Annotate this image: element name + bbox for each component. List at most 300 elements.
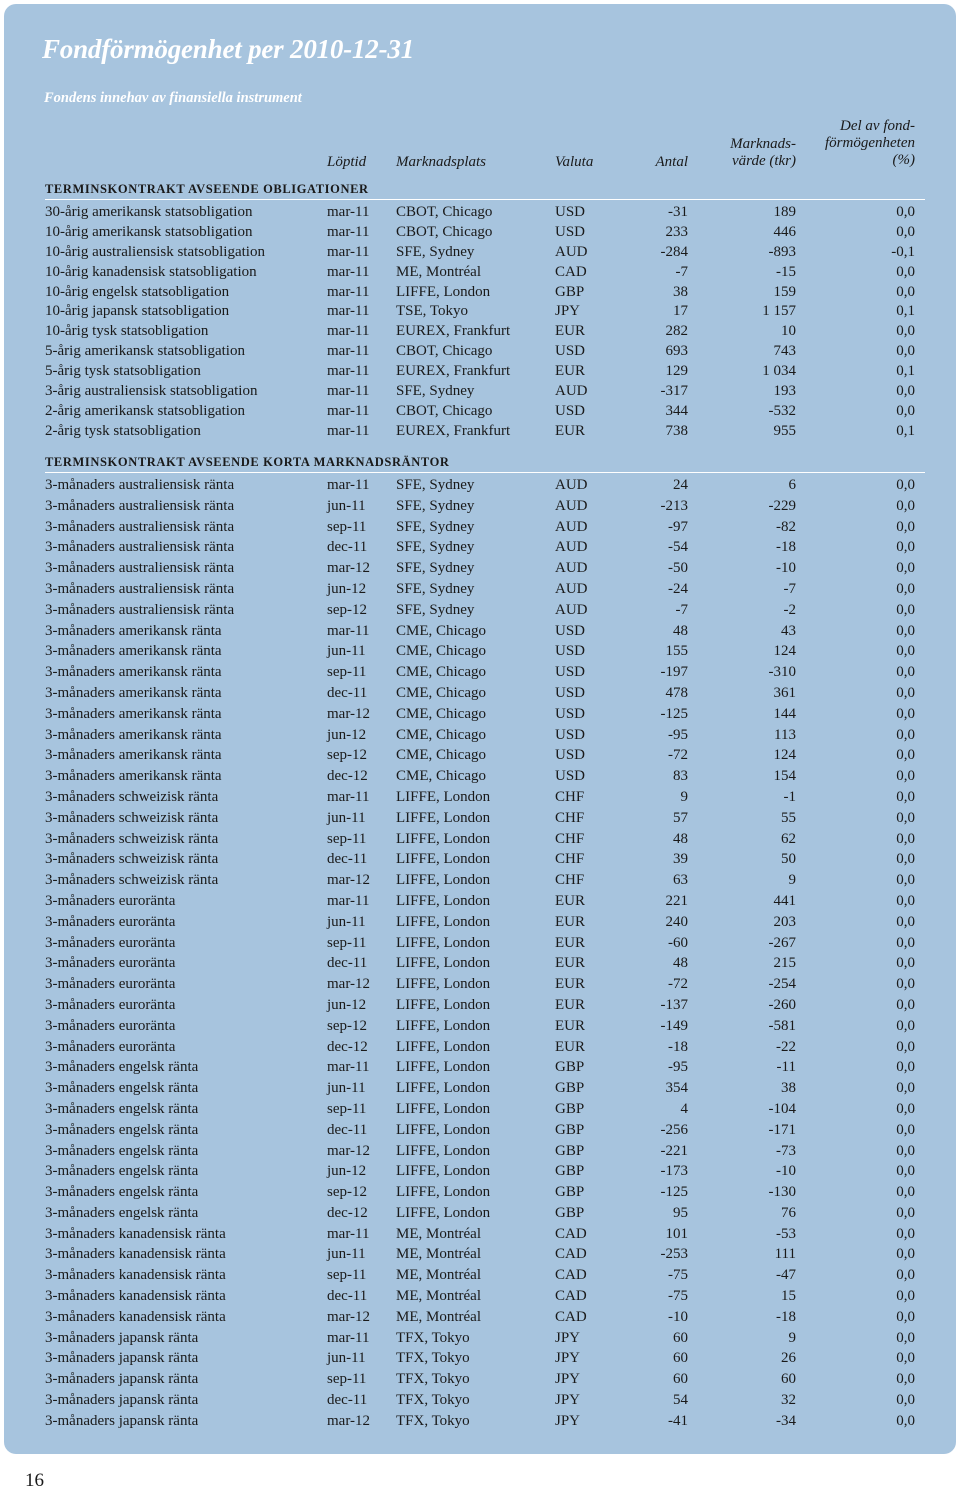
valuta-cell: CHF [555, 830, 585, 847]
table-row [0, 558, 960, 579]
antal-cell: -7 [675, 263, 688, 280]
instrument-name: 3-månaders engelsk ränta [45, 1121, 199, 1138]
loptid-cell: sep-12 [327, 747, 367, 764]
loptid-cell: dec-11 [327, 955, 368, 972]
marknadsplats-cell: ME, Montréal [396, 1308, 481, 1325]
table-row [0, 422, 960, 442]
instrument-name: 10-årig amerikansk statsobligation [45, 223, 253, 240]
marknadsvarde-cell: -11 [776, 1059, 796, 1076]
antal-cell: 60 [673, 1371, 688, 1388]
section-title-obligationer: TERMINSKONTRAKT AVSEENDE OBLIGATIONER [45, 182, 369, 196]
valuta-cell: EUR [555, 913, 585, 930]
page-title: Fondförmögenhet per 2010-12-31 [42, 34, 415, 64]
instrument-name: 2-årig amerikansk statsobligation [45, 402, 245, 419]
marknadsvarde-cell: 32 [781, 1392, 796, 1409]
marknadsplats-cell: EUREX, Frankfurt [396, 363, 511, 380]
antal-cell: -125 [660, 705, 688, 722]
andel-cell: 0,1 [896, 363, 915, 380]
marknadsvarde-cell: 1 157 [762, 303, 796, 320]
table-row [0, 1037, 960, 1058]
marknadsplats-cell: LIFFE, London [396, 830, 491, 847]
andel-cell: 0,0 [896, 1100, 915, 1117]
andel-cell: 0,0 [896, 1392, 915, 1409]
loptid-cell: jun-11 [327, 1080, 366, 1097]
andel-cell: 0,0 [896, 539, 915, 556]
marknadsvarde-cell: 60 [781, 1371, 796, 1388]
antal-cell: -173 [660, 1163, 688, 1180]
marknadsvarde-cell: 50 [781, 851, 796, 868]
instrument-name: 3-månaders japansk ränta [45, 1392, 199, 1409]
instrument-name: 3-månaders australiensisk ränta [45, 560, 235, 577]
loptid-cell: mar-12 [327, 1412, 371, 1429]
column-header-marknadsvarde-line1: Marknads- [730, 136, 796, 152]
andel-cell: 0,0 [896, 934, 915, 951]
loptid-cell: mar-11 [327, 1329, 370, 1346]
antal-cell: -253 [660, 1246, 688, 1263]
loptid-cell: mar-12 [327, 560, 371, 577]
antal-cell: 83 [673, 768, 688, 785]
marknadsplats-cell: LIFFE, London [396, 1017, 491, 1034]
valuta-cell: JPY [555, 1329, 581, 1346]
marknadsvarde-cell: -2 [783, 601, 796, 618]
andel-cell: 0,0 [896, 223, 915, 240]
andel-cell: -0,1 [891, 243, 915, 260]
valuta-cell: AUD [555, 580, 588, 597]
andel-cell: 0,0 [896, 1350, 915, 1367]
valuta-cell: GBP [555, 283, 585, 300]
marknadsplats-cell: TFX, Tokyo [396, 1371, 470, 1388]
marknadsvarde-cell: -53 [776, 1225, 796, 1242]
valuta-cell: CAD [555, 1246, 587, 1263]
table-row [0, 912, 960, 933]
instrument-name: 3-månaders kanadensisk ränta [45, 1308, 226, 1325]
column-header-andel [825, 118, 915, 169]
valuta-cell: JPY [555, 1412, 581, 1429]
antal-cell: -24 [668, 580, 688, 597]
antal-cell: 48 [673, 622, 688, 639]
section-divider [45, 199, 925, 200]
table-row [0, 849, 960, 870]
instrument-name: 3-månaders engelsk ränta [45, 1059, 199, 1076]
table-row [0, 1099, 960, 1120]
antal-cell: -95 [668, 726, 688, 743]
table-row [0, 362, 960, 382]
table-row [0, 891, 960, 912]
andel-cell: 0,0 [896, 1080, 915, 1097]
table-row [0, 683, 960, 704]
andel-cell: 0,0 [896, 643, 915, 660]
marknadsplats-cell: SFE, Sydney [396, 243, 475, 260]
andel-cell: 0,0 [896, 560, 915, 577]
marknadsvarde-cell: -10 [776, 560, 796, 577]
loptid-cell: mar-12 [327, 1142, 371, 1159]
marknadsvarde-cell: 76 [781, 1204, 796, 1221]
antal-cell: -41 [668, 1412, 688, 1429]
marknadsvarde-cell: -130 [768, 1184, 796, 1201]
andel-cell: 0,0 [896, 1184, 915, 1201]
marknadsplats-cell: CME, Chicago [396, 643, 486, 660]
loptid-cell: mar-11 [327, 223, 370, 240]
valuta-cell: CAD [555, 1308, 587, 1325]
marknadsvarde-cell: -581 [768, 1017, 796, 1034]
loptid-cell: mar-11 [327, 303, 370, 320]
valuta-cell: EUR [555, 1038, 585, 1055]
antal-cell: 63 [673, 872, 688, 889]
valuta-cell: EUR [555, 996, 585, 1013]
andel-cell: 0,0 [896, 892, 915, 909]
marknadsvarde-cell: -229 [768, 497, 796, 514]
andel-cell: 0,0 [896, 497, 915, 514]
marknadsvarde-cell: -7 [783, 580, 796, 597]
valuta-cell: JPY [555, 303, 581, 320]
table-row [0, 995, 960, 1016]
column-header-andel-line1: Del av fond- [840, 118, 915, 134]
loptid-cell: mar-11 [327, 243, 370, 260]
loptid-cell: dec-12 [327, 768, 368, 785]
valuta-cell: GBP [555, 1121, 585, 1138]
instrument-name: 10-årig engelsk statsobligation [45, 283, 230, 300]
table-row [0, 1244, 960, 1265]
marknadsvarde-cell: -1 [783, 788, 796, 805]
column-header-marknadsvarde-line2: värde (tkr) [732, 153, 796, 169]
marknadsplats-cell: SFE, Sydney [396, 497, 475, 514]
antal-cell: 344 [665, 402, 688, 419]
loptid-cell: sep-12 [327, 1017, 367, 1034]
loptid-cell: dec-11 [327, 684, 368, 701]
loptid-cell: jun-11 [327, 497, 366, 514]
loptid-cell: mar-11 [327, 383, 370, 400]
valuta-cell: GBP [555, 1142, 585, 1159]
marknadsvarde-cell: 9 [788, 1329, 796, 1346]
antal-cell: -197 [660, 664, 688, 681]
marknadsvarde-cell: 6 [788, 477, 796, 493]
marknadsplats-cell: CBOT, Chicago [396, 343, 493, 360]
table-row [0, 641, 960, 662]
instrument-name: 3-årig australiensisk statsobligation [45, 383, 258, 400]
antal-cell: 738 [665, 422, 688, 439]
marknadsplats-cell: SFE, Sydney [396, 601, 475, 618]
andel-cell: 0,0 [896, 726, 915, 743]
instrument-name: 10-årig japansk statsobligation [45, 303, 230, 320]
instrument-name: 3-månaders euroränta [45, 934, 176, 951]
marknadsplats-cell: CME, Chicago [396, 622, 486, 639]
marknadsplats-cell: EUREX, Frankfurt [396, 323, 511, 340]
holdings-table-korta-marknadsrantor [0, 475, 960, 1432]
antal-cell: 101 [665, 1225, 688, 1242]
marknadsvarde-cell: 189 [773, 204, 796, 220]
antal-cell: -317 [660, 383, 688, 400]
andel-cell: 0,0 [896, 768, 915, 785]
instrument-name: 3-månaders kanadensisk ränta [45, 1246, 226, 1263]
valuta-cell: USD [555, 643, 586, 660]
column-header-marknadsplats: Marknadsplats [396, 154, 486, 170]
table-row [0, 704, 960, 725]
marknadsvarde-cell: 15 [781, 1288, 796, 1305]
table-row [0, 537, 960, 558]
marknadsplats-cell: LIFFE, London [396, 913, 491, 930]
column-header-andel-line3: (%) [892, 152, 915, 168]
andel-cell: 0,0 [896, 343, 915, 360]
loptid-cell: dec-11 [327, 1121, 368, 1138]
marknadsplats-cell: ME, Montréal [396, 1288, 481, 1305]
instrument-name: 3-månaders amerikansk ränta [45, 726, 222, 743]
antal-cell: -54 [668, 539, 688, 556]
instrument-name: 3-månaders engelsk ränta [45, 1204, 199, 1221]
instrument-name: 3-månaders euroränta [45, 976, 176, 993]
andel-cell: 0,0 [896, 830, 915, 847]
loptid-cell: mar-11 [327, 263, 370, 280]
loptid-cell: jun-11 [327, 913, 366, 930]
antal-cell: -60 [668, 934, 688, 951]
andel-cell: 0,0 [896, 1308, 915, 1325]
marknadsplats-cell: LIFFE, London [396, 809, 491, 826]
andel-cell: 0,0 [896, 996, 915, 1013]
table-row [0, 382, 960, 402]
marknadsplats-cell: CBOT, Chicago [396, 204, 493, 220]
marknadsplats-cell: LIFFE, London [396, 1100, 491, 1117]
table-row [0, 1224, 960, 1245]
antal-cell: 354 [665, 1080, 688, 1097]
loptid-cell: sep-12 [327, 1184, 367, 1201]
loptid-cell: sep-11 [327, 664, 367, 681]
valuta-cell: JPY [555, 1371, 581, 1388]
instrument-name: 3-månaders schweizisk ränta [45, 830, 219, 847]
loptid-cell: mar-11 [327, 1225, 370, 1242]
valuta-cell: USD [555, 223, 586, 240]
table-row [0, 766, 960, 787]
marknadsvarde-cell: -10 [776, 1163, 796, 1180]
instrument-name: 10-årig tysk statsobligation [45, 323, 209, 340]
antal-cell: 95 [673, 1204, 688, 1221]
marknadsvarde-cell: -82 [776, 518, 796, 535]
marknadsvarde-cell: -22 [776, 1038, 796, 1055]
instrument-name: 3-månaders amerikansk ränta [45, 643, 222, 660]
instrument-name: 10-årig kanadensisk statsobligation [45, 263, 257, 280]
andel-cell: 0,0 [896, 601, 915, 618]
table-row [0, 1016, 960, 1037]
loptid-cell: dec-11 [327, 851, 368, 868]
instrument-name: 3-månaders japansk ränta [45, 1371, 199, 1388]
marknadsvarde-cell: 154 [773, 768, 796, 785]
andel-cell: 0,0 [896, 402, 915, 419]
loptid-cell: mar-11 [327, 343, 370, 360]
marknadsvarde-cell: 743 [773, 343, 796, 360]
marknadsplats-cell: TFX, Tokyo [396, 1329, 470, 1346]
marknadsplats-cell: LIFFE, London [396, 1080, 491, 1097]
marknadsplats-cell: ME, Montréal [396, 263, 481, 280]
loptid-cell: sep-11 [327, 1267, 367, 1284]
antal-cell: -125 [660, 1184, 688, 1201]
marknadsvarde-cell: -532 [768, 402, 796, 419]
table-row [0, 1161, 960, 1182]
table-row [0, 1120, 960, 1141]
table-row [0, 1078, 960, 1099]
table-row [0, 600, 960, 621]
andel-cell: 0,1 [896, 303, 915, 320]
marknadsvarde-cell: 10 [781, 323, 796, 340]
marknadsvarde-cell: -267 [768, 934, 796, 951]
table-row [0, 579, 960, 600]
marknadsvarde-cell: 441 [773, 892, 796, 909]
andel-cell: 0,0 [896, 809, 915, 826]
marknadsvarde-cell: 203 [773, 913, 796, 930]
table-row [0, 496, 960, 517]
table-row [0, 1203, 960, 1224]
column-header-loptid: Löptid [327, 154, 367, 170]
antal-cell: -31 [668, 204, 688, 220]
marknadsplats-cell: LIFFE, London [396, 996, 491, 1013]
table-row [0, 1369, 960, 1390]
column-header-andel-line2: förmögenheten [825, 135, 915, 151]
valuta-cell: GBP [555, 1100, 585, 1117]
marknadsvarde-cell: -34 [776, 1412, 796, 1429]
marknadsplats-cell: CME, Chicago [396, 747, 486, 764]
instrument-name: 3-månaders amerikansk ränta [45, 684, 222, 701]
loptid-cell: jun-11 [327, 1246, 366, 1263]
marknadsvarde-cell: 124 [773, 747, 796, 764]
andel-cell: 0,0 [896, 1288, 915, 1305]
andel-cell: 0,0 [896, 622, 915, 639]
andel-cell: 0,0 [896, 580, 915, 597]
antal-cell: -95 [668, 1059, 688, 1076]
valuta-cell: AUD [555, 383, 588, 400]
marknadsvarde-cell: -73 [776, 1142, 796, 1159]
marknadsvarde-cell: 159 [773, 283, 796, 300]
marknadsplats-cell: CBOT, Chicago [396, 402, 493, 419]
marknadsplats-cell: LIFFE, London [396, 872, 491, 889]
andel-cell: 0,0 [896, 1163, 915, 1180]
valuta-cell: CHF [555, 872, 585, 889]
marknadsplats-cell: LIFFE, London [396, 1121, 491, 1138]
andel-cell: 0,0 [896, 477, 915, 493]
valuta-cell: GBP [555, 1204, 585, 1221]
marknadsvarde-cell: 43 [781, 622, 796, 639]
andel-cell: 0,0 [896, 1225, 915, 1242]
table-row [0, 475, 960, 496]
loptid-cell: mar-11 [327, 402, 370, 419]
instrument-name: 3-månaders japansk ränta [45, 1329, 199, 1346]
valuta-cell: JPY [555, 1350, 581, 1367]
antal-cell: 48 [673, 830, 688, 847]
table-row [0, 1265, 960, 1286]
antal-cell: -7 [675, 601, 688, 618]
table-row [0, 1182, 960, 1203]
table-row [0, 1057, 960, 1078]
marknadsplats-cell: LIFFE, London [396, 1184, 491, 1201]
marknadsplats-cell: LIFFE, London [396, 283, 491, 300]
andel-cell: 0,0 [896, 1017, 915, 1034]
marknadsvarde-cell: -15 [776, 263, 796, 280]
marknadsplats-cell: CME, Chicago [396, 768, 486, 785]
valuta-cell: EUR [555, 363, 585, 380]
andel-cell: 0,0 [896, 788, 915, 805]
antal-cell: -137 [660, 996, 688, 1013]
loptid-cell: sep-11 [327, 518, 367, 535]
table-row [0, 342, 960, 362]
loptid-cell: jun-12 [327, 580, 367, 597]
loptid-cell: mar-11 [327, 477, 370, 493]
loptid-cell: dec-12 [327, 1204, 368, 1221]
antal-cell: 221 [665, 892, 688, 909]
table-row [0, 283, 960, 303]
andel-cell: 0,0 [896, 263, 915, 280]
instrument-name: 3-månaders japansk ränta [45, 1412, 199, 1429]
antal-cell: 48 [673, 955, 688, 972]
marknadsplats-cell: TSE, Tokyo [396, 303, 469, 320]
marknadsvarde-cell: -18 [776, 539, 796, 556]
marknadsplats-cell: LIFFE, London [396, 1204, 491, 1221]
antal-cell: 693 [665, 343, 688, 360]
valuta-cell: AUD [555, 497, 588, 514]
antal-cell: 60 [673, 1350, 688, 1367]
valuta-cell: AUD [555, 518, 588, 535]
andel-cell: 0,0 [896, 913, 915, 930]
valuta-cell: CHF [555, 788, 585, 805]
valuta-cell: EUR [555, 323, 585, 340]
valuta-cell: AUD [555, 243, 588, 260]
valuta-cell: GBP [555, 1184, 585, 1201]
instrument-name: 3-månaders australiensisk ränta [45, 477, 235, 493]
instrument-name: 3-månaders euroränta [45, 955, 176, 972]
marknadsplats-cell: LIFFE, London [396, 934, 491, 951]
valuta-cell: EUR [555, 422, 585, 439]
antal-cell: -75 [668, 1267, 688, 1284]
instrument-name: 3-månaders kanadensisk ränta [45, 1288, 226, 1305]
valuta-cell: CAD [555, 1288, 587, 1305]
andel-cell: 0,0 [896, 747, 915, 764]
valuta-cell: AUD [555, 477, 588, 493]
andel-cell: 0,0 [896, 283, 915, 300]
loptid-cell: mar-11 [327, 788, 370, 805]
antal-cell: 129 [665, 363, 688, 380]
loptid-cell: sep-11 [327, 1371, 367, 1388]
valuta-cell: EUR [555, 976, 585, 993]
marknadsplats-cell: SFE, Sydney [396, 580, 475, 597]
antal-cell: -221 [660, 1142, 688, 1159]
marknadsvarde-cell: 124 [773, 643, 796, 660]
marknadsplats-cell: SFE, Sydney [396, 383, 475, 400]
marknadsplats-cell: TFX, Tokyo [396, 1350, 470, 1367]
instrument-name: 3-månaders australiensisk ränta [45, 497, 235, 514]
antal-cell: -50 [668, 560, 688, 577]
andel-cell: 0,0 [896, 323, 915, 340]
marknadsplats-cell: SFE, Sydney [396, 518, 475, 535]
section-divider [45, 472, 925, 473]
table-row [0, 263, 960, 283]
instrument-name: 3-månaders engelsk ränta [45, 1163, 199, 1180]
andel-cell: 0,1 [896, 422, 915, 439]
valuta-cell: USD [555, 684, 586, 701]
marknadsvarde-cell: 55 [781, 809, 796, 826]
antal-cell: 57 [673, 809, 688, 826]
marknadsplats-cell: SFE, Sydney [396, 477, 475, 493]
andel-cell: 0,0 [896, 1142, 915, 1159]
marknadsvarde-cell: -104 [768, 1100, 796, 1117]
valuta-cell: USD [555, 622, 586, 639]
instrument-name: 3-månaders euroränta [45, 892, 176, 909]
instrument-name: 3-månaders australiensisk ränta [45, 601, 235, 618]
antal-cell: -213 [660, 497, 688, 514]
marknadsplats-cell: LIFFE, London [396, 976, 491, 993]
marknadsplats-cell: LIFFE, London [396, 1142, 491, 1159]
loptid-cell: jun-11 [327, 809, 366, 826]
table-row [0, 1328, 960, 1349]
instrument-name: 3-månaders euroränta [45, 913, 176, 930]
marknadsplats-cell: LIFFE, London [396, 1059, 491, 1076]
valuta-cell: USD [555, 664, 586, 681]
andel-cell: 0,0 [896, 705, 915, 722]
andel-cell: 0,0 [896, 518, 915, 535]
